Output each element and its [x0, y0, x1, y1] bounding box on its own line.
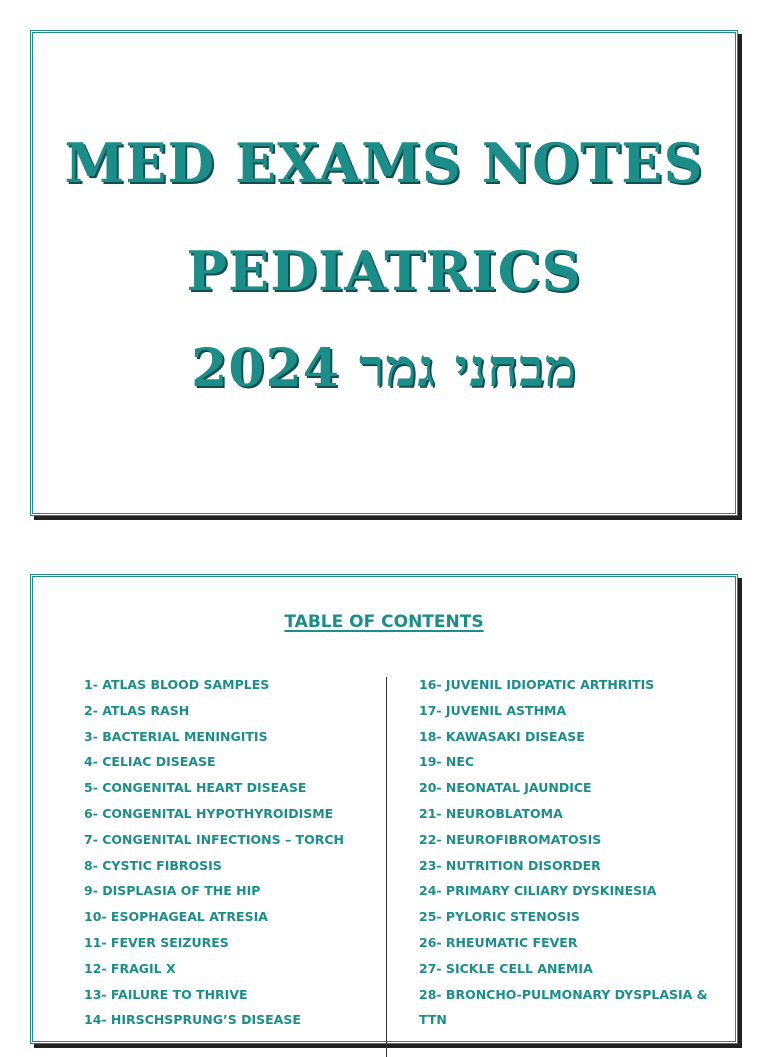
toc-item[interactable]: 6- CONGENITAL HYPOTHYROIDISME — [84, 805, 334, 821]
toc-item[interactable]: 19- NEC — [419, 754, 475, 770]
toc-item[interactable]: 17- JUVENIL ASTHMA — [419, 702, 567, 718]
toc-item[interactable]: 4- CELIAC DISEASE — [84, 754, 216, 770]
toc-item[interactable]: 18- KAWASAKI DISEASE — [419, 728, 585, 744]
toc-item[interactable]: 28- BRONCHO-PULMONARY DYSPLASIA & TTN — [419, 986, 708, 1028]
toc-item[interactable]: 16- JUVENIL IDIOPATIC ARTHRITIS — [419, 677, 655, 692]
toc-item[interactable]: 23- NUTRITION DISORDER — [419, 857, 601, 873]
cover-title-line-2: PEDIATRICS — [186, 239, 582, 303]
toc-item[interactable]: 10- ESOPHAGEAL ATRESIA — [84, 909, 268, 925]
toc-heading: TABLE OF CONTENTS — [284, 612, 484, 632]
toc-item[interactable]: 11- FEVER SEIZURES — [84, 934, 229, 950]
toc-item[interactable]: 3- BACTERIAL MENINGITIS — [84, 728, 268, 744]
toc-item[interactable]: 24- PRIMARY CILIARY DYSKINESIA — [419, 883, 657, 899]
toc-item[interactable]: 20- NEONATAL JAUNDICE — [419, 780, 592, 796]
toc-item[interactable]: 9- DISPLASIA OF THE HIP — [84, 883, 261, 899]
toc-item[interactable]: 5- CONGENITAL HEART DISEASE — [84, 780, 307, 796]
toc-item[interactable]: 21- NEUROBLATOMA — [419, 805, 563, 821]
toc-item[interactable]: 22- NEUROFIBROMATOSIS — [419, 831, 602, 847]
toc-item[interactable]: 12- FRAGIL X — [84, 960, 176, 976]
toc-item[interactable]: 14- HIRSCHSPRUNG’S DISEASE — [84, 1012, 301, 1028]
toc-item[interactable]: 7- CONGENITAL INFECTIONS – TORCH — [84, 831, 344, 847]
toc-item[interactable]: 13- FAILURE TO THRIVE — [84, 986, 248, 1002]
toc-right-column — [419, 672, 719, 1033]
toc-item[interactable]: 26- RHEUMATIC FEVER — [419, 934, 578, 950]
toc-item[interactable]: 27- SICKLE CELL ANEMIA — [419, 960, 593, 976]
toc-column-divider — [386, 677, 387, 1057]
toc-item[interactable]: 1- ATLAS BLOOD SAMPLES — [84, 677, 270, 692]
toc-panel — [30, 574, 738, 1044]
cover-title-line-3: 2024 מבחני גמר — [191, 338, 577, 399]
toc-item[interactable]: 2- ATLAS RASH — [84, 702, 190, 718]
toc-item[interactable]: 8- CYSTIC FIBROSIS — [84, 857, 222, 873]
cover-panel — [30, 30, 738, 516]
toc-left-column — [84, 672, 374, 1033]
cover-title-line-1: MED EXAMS NOTES — [64, 131, 704, 195]
toc-item[interactable]: 25- PYLORIC STENOSIS — [419, 909, 580, 925]
